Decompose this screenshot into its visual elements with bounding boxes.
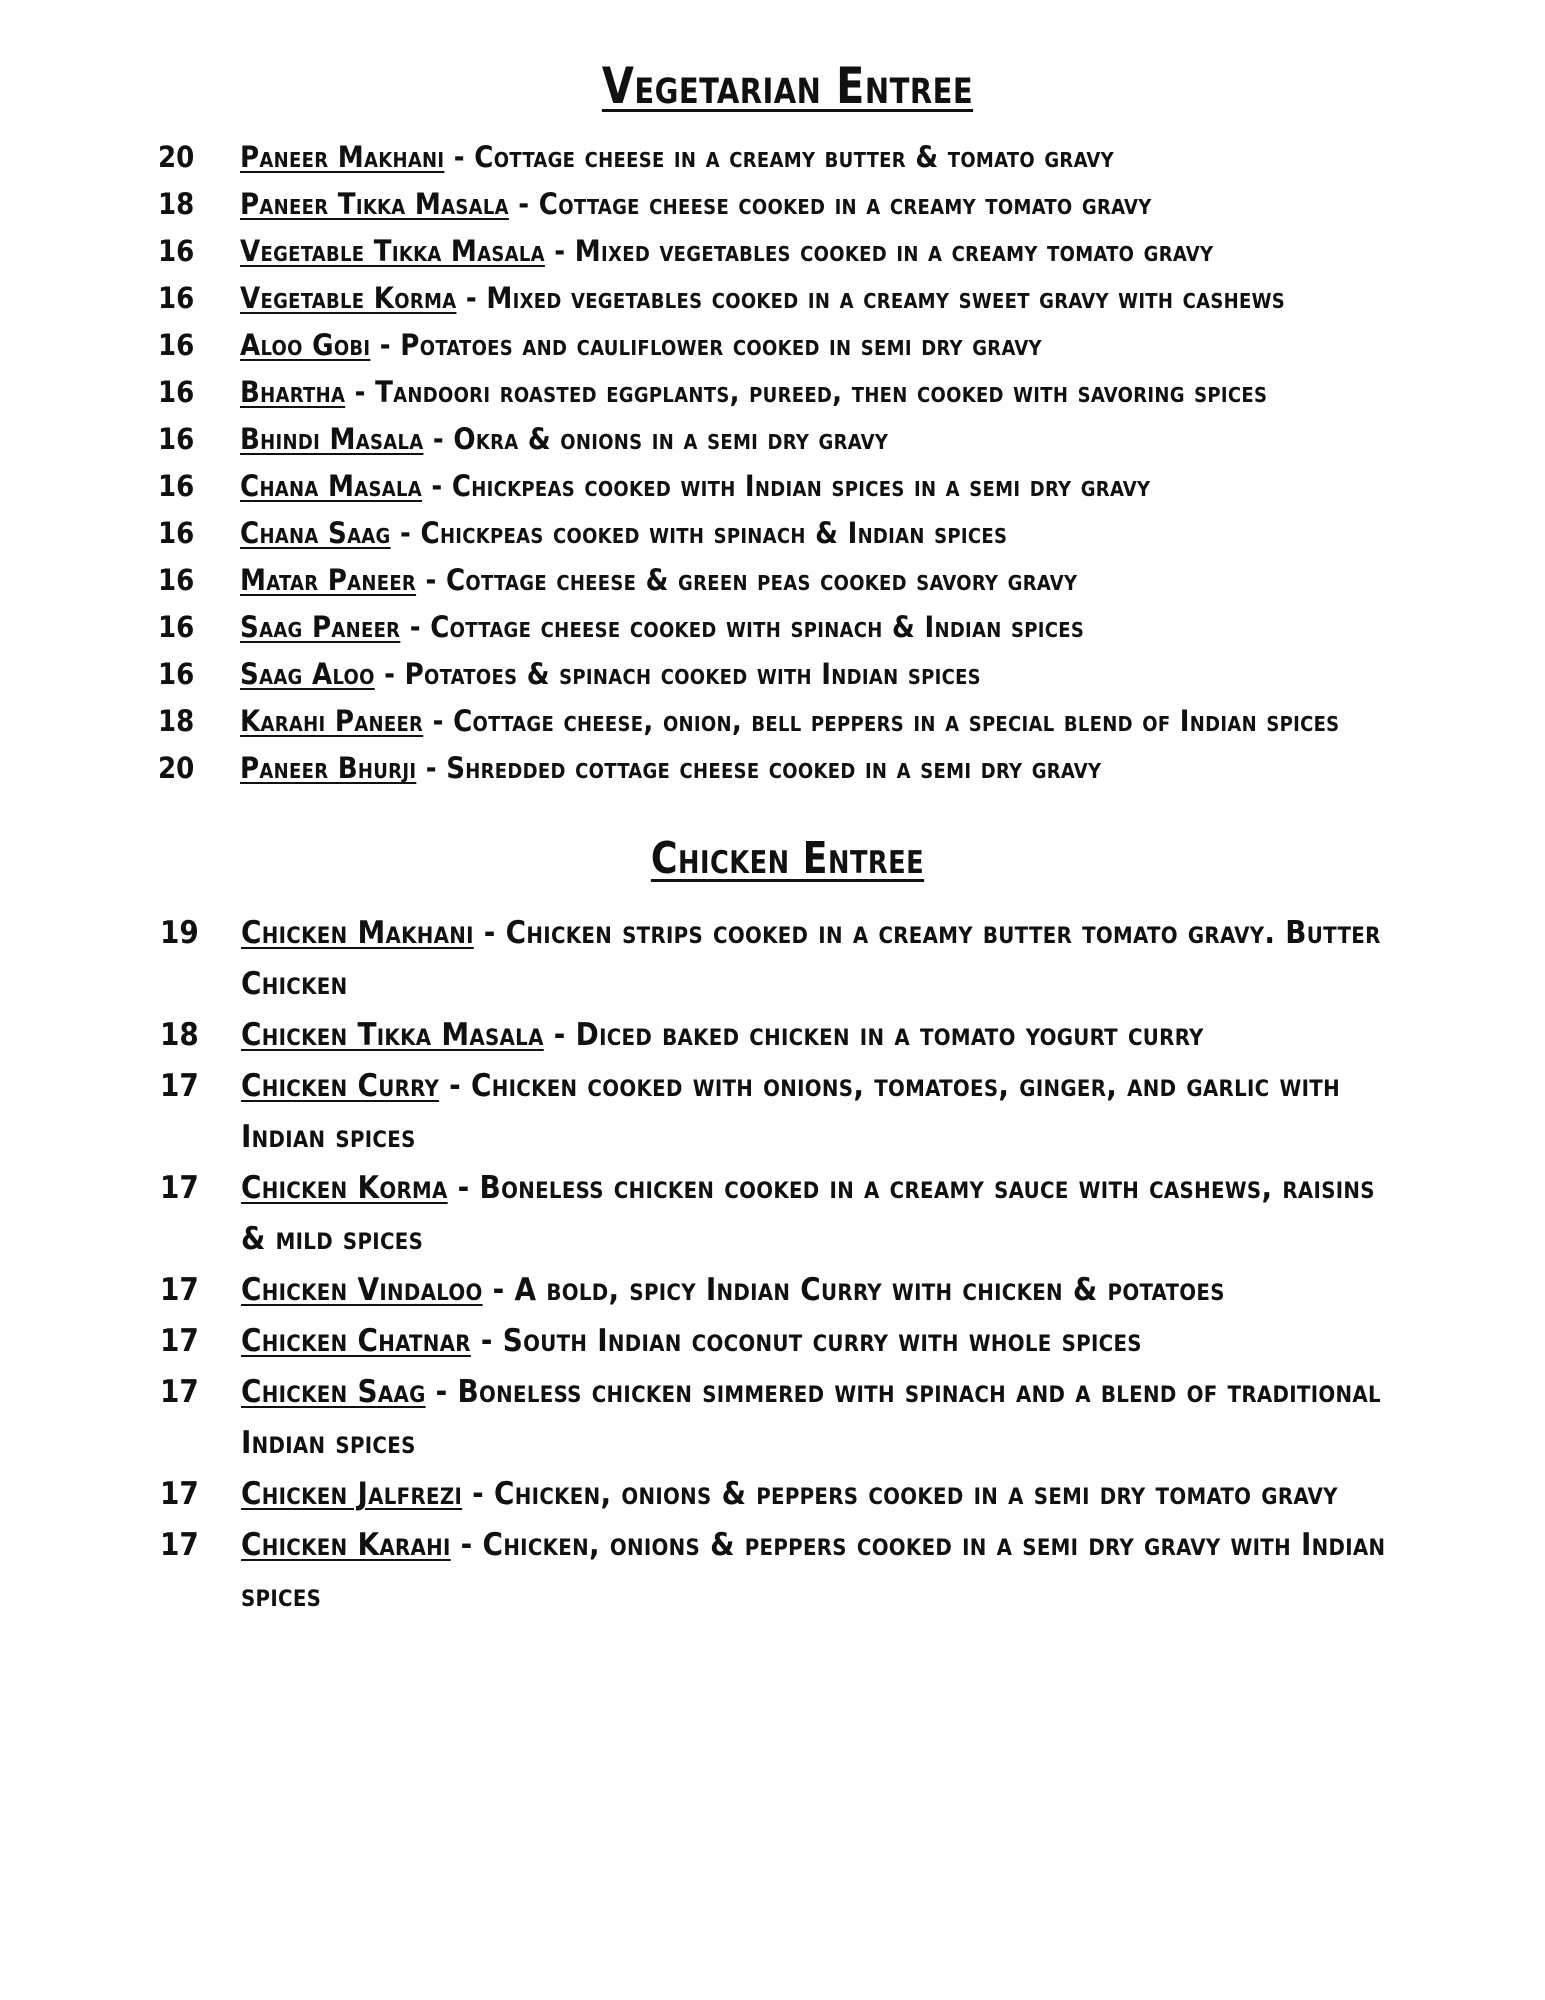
item-description: - Mixed vegetables cooked in a creamy tomato gravy: [544, 234, 1214, 268]
item-description: - Boneless chicken cooked in a creamy sauce with cashews, raisins & mild spices: [241, 1170, 1375, 1257]
item-text: [240, 557, 1395, 604]
item-price: 20: [158, 751, 195, 785]
menu-item: [158, 322, 1395, 369]
item-price: 18: [158, 704, 195, 738]
item-description: - Chickpeas cooked with Indian spices in a semi dry gravy: [421, 469, 1151, 503]
chicken-item-list: [0, 908, 1545, 1622]
item-price: 17: [160, 1374, 199, 1410]
item-name: Chicken Makhani: [241, 915, 474, 951]
item-description: - Cottage cheese cooked with spinach & Indian spices: [400, 610, 1085, 644]
item-text: [240, 134, 1395, 181]
menu-item: [160, 908, 1405, 1010]
item-description: - Shredded cottage cheese cooked in a semi dry gravy: [416, 751, 1102, 785]
item-name: Chicken Korma: [241, 1170, 448, 1206]
item-description: - A bold, spicy Indian Curry with chicken & potatoes: [482, 1272, 1225, 1308]
item-description: - Diced baked chicken in a tomato yogurt curry: [543, 1017, 1204, 1053]
item-description: - Cottage cheese & green peas cooked savory gravy: [416, 563, 1078, 597]
item-price: 16: [158, 375, 195, 409]
item-text: [241, 1520, 1405, 1622]
vegetarian-section-title: Vegetarian Entree: [601, 57, 974, 115]
item-price: 17: [160, 1527, 199, 1563]
item-price: 16: [158, 422, 195, 456]
item-description: - Cottage cheese cooked in a creamy tomato gravy: [508, 187, 1152, 221]
item-name: Chicken Jalfrezi: [241, 1476, 463, 1512]
item-price: 19: [160, 915, 199, 951]
item-price: 18: [160, 1017, 199, 1053]
item-name: Chicken Curry: [241, 1068, 440, 1104]
item-name: Karahi Paneer: [240, 704, 424, 738]
item-name: Chicken Karahi: [241, 1527, 451, 1563]
item-text: [240, 604, 1395, 651]
menu-item: [160, 1316, 1405, 1367]
item-text: [241, 1163, 1405, 1265]
item-price: 16: [158, 516, 195, 550]
item-price: 16: [158, 657, 195, 691]
item-description: - Potatoes and cauliflower cooked in semi dry gravy: [370, 328, 1042, 362]
item-text: [240, 416, 1395, 463]
item-price: 17: [160, 1068, 199, 1104]
item-price: 18: [158, 187, 195, 221]
item-text: [241, 1316, 1405, 1367]
item-text: [240, 322, 1395, 369]
item-text: [240, 510, 1395, 557]
menu-item: [160, 1163, 1405, 1265]
item-description: - Boneless chicken simmered with spinach and a blend of traditional Indian spices: [241, 1374, 1381, 1461]
menu-item: [158, 181, 1395, 228]
menu-item: [160, 1061, 1405, 1163]
item-text: [241, 1265, 1405, 1316]
vegetarian-section: [0, 0, 1545, 792]
item-price: 16: [158, 563, 195, 597]
item-name: Bhartha: [240, 375, 346, 409]
item-description: - Chicken, onions & peppers cooked in a semi dry tomato gravy: [462, 1476, 1338, 1512]
menu-item: [160, 1469, 1405, 1520]
menu-item: [158, 510, 1395, 557]
item-text: [241, 1061, 1405, 1163]
menu-item: [158, 745, 1395, 792]
item-price: 17: [160, 1323, 199, 1359]
item-name: Chana Masala: [240, 469, 422, 503]
item-name: Paneer Bhurji: [240, 751, 417, 785]
item-price: 17: [160, 1476, 199, 1512]
menu-item: [158, 369, 1395, 416]
menu-item: [160, 1520, 1405, 1622]
chicken-section-title: Chicken Entree: [650, 833, 925, 884]
item-text: [240, 463, 1395, 510]
item-price: 17: [160, 1170, 199, 1206]
item-name: Paneer Makhani: [240, 140, 445, 174]
item-description: - Cottage cheese, onion, bell peppers in a special blend of Indian spices: [423, 704, 1340, 738]
menu-item: [158, 275, 1395, 322]
item-text: [240, 228, 1395, 275]
menu-item: [158, 463, 1395, 510]
item-text: [240, 369, 1395, 416]
item-name: Chicken Tikka Masala: [241, 1017, 544, 1053]
item-text: [241, 908, 1405, 1010]
menu-item: [160, 1010, 1405, 1061]
item-text: [241, 1010, 1405, 1061]
item-name: Chana Saag: [240, 516, 391, 550]
item-price: 16: [158, 234, 195, 268]
item-name: Aloo Gobi: [240, 328, 371, 362]
item-price: 16: [158, 281, 195, 315]
item-description: - Mixed vegetables cooked in a creamy sweet gravy with cashews: [456, 281, 1285, 315]
item-description: - Chicken strips cooked in a creamy butter tomato gravy. Butter Chicken: [241, 915, 1381, 1002]
item-text: [240, 275, 1395, 322]
item-name: Paneer Tikka Masala: [240, 187, 509, 221]
item-name: Chicken Saag: [241, 1374, 426, 1410]
item-text: [241, 1469, 1405, 1520]
item-name: Chicken Vindaloo: [241, 1272, 483, 1308]
item-description: - Potatoes & spinach cooked with Indian spices: [374, 657, 981, 691]
item-description: - Cottage cheese in a creamy butter & tomato gravy: [444, 140, 1114, 174]
item-name: Vegetable Tikka Masala: [240, 234, 545, 268]
menu-item: [158, 134, 1395, 181]
menu-item: [158, 228, 1395, 275]
menu-item: [160, 1265, 1405, 1316]
item-description: - Okra & onions in a semi dry gravy: [423, 422, 889, 456]
item-name: Vegetable Korma: [240, 281, 457, 315]
item-name: Bhindi Masala: [240, 422, 424, 456]
item-text: [241, 1367, 1405, 1469]
item-description: - South Indian coconut curry with whole spices: [470, 1323, 1142, 1359]
item-name: Saag Aloo: [240, 657, 375, 691]
menu-item: [160, 1367, 1405, 1469]
item-description: - Chickpeas cooked with spinach & Indian spices: [390, 516, 1008, 550]
item-name: Saag Paneer: [240, 610, 401, 644]
menu-item: [158, 557, 1395, 604]
item-name: Chicken Chatnar: [241, 1323, 471, 1359]
item-price: 16: [158, 469, 195, 503]
item-price: 16: [158, 610, 195, 644]
item-price: 16: [158, 328, 195, 362]
item-text: [240, 181, 1395, 228]
menu-item: [158, 651, 1395, 698]
item-price: 17: [160, 1272, 199, 1308]
item-text: [240, 651, 1395, 698]
menu-item: [158, 698, 1395, 745]
item-name: Matar Paneer: [240, 563, 417, 597]
chicken-section: [0, 792, 1545, 1622]
vegetarian-item-list: [0, 134, 1545, 792]
item-price: 20: [158, 140, 195, 174]
menu-item: [158, 604, 1395, 651]
item-description: - Chicken cooked with onions, tomatoes, ginger, and garlic with Indian spices: [241, 1068, 1340, 1155]
item-text: [240, 698, 1395, 745]
item-text: [240, 745, 1395, 792]
menu-item: [158, 416, 1395, 463]
item-description: - Tandoori roasted eggplants, pureed, then cooked with savoring spices: [345, 375, 1268, 409]
item-description: - Chicken, onions & peppers cooked in a semi dry gravy with Indian spices: [241, 1527, 1386, 1614]
